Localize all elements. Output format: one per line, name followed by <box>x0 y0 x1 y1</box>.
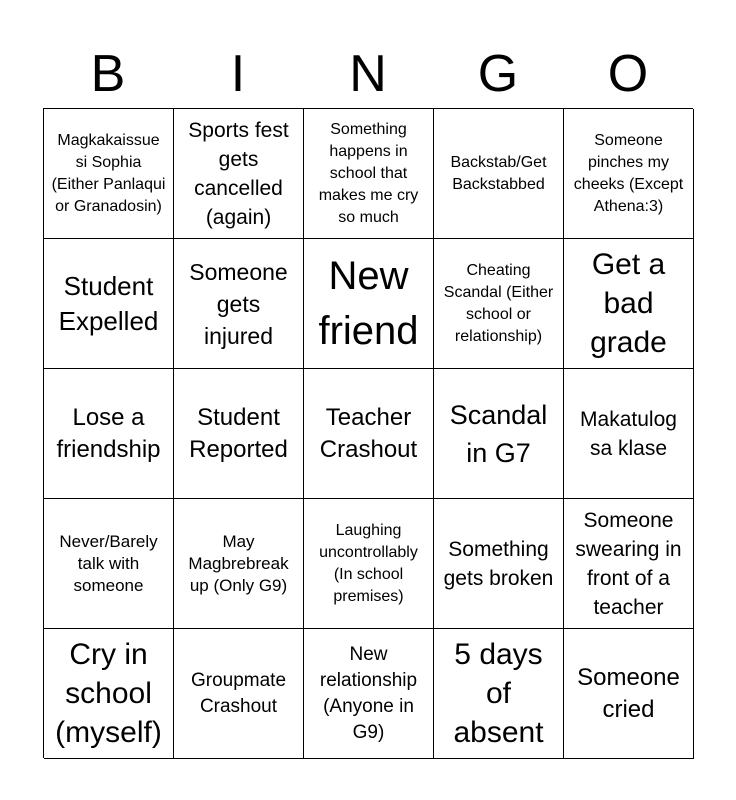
bingo-cell[interactable] <box>304 369 434 499</box>
bingo-cell[interactable] <box>304 239 434 369</box>
cell-text: Makatulog sa klase <box>580 407 677 460</box>
cell-text: Groupmate Crashout <box>190 669 287 717</box>
cell-text: 5 days of absent <box>453 638 544 749</box>
header-letter-g: G <box>477 45 519 103</box>
header-letter-b: B <box>90 45 126 103</box>
bingo-cell[interactable] <box>434 109 564 239</box>
cell-text: Someone pinches my cheeks (Except Athena:3) <box>573 131 684 215</box>
bingo-cell[interactable] <box>44 239 174 369</box>
cell-text: May Magbrebreak up (Only G9) <box>188 531 289 595</box>
cell-text: Something happens in school that makes me cry so much <box>318 120 419 226</box>
cell-text: New relationship (Anyone in G9) <box>319 643 418 743</box>
bingo-cell[interactable] <box>434 499 564 629</box>
bingo-cell[interactable] <box>564 369 694 499</box>
cell-text: Laughing uncontrollably (In school premises) <box>319 521 418 605</box>
cell-text: Teacher Crashout <box>319 403 418 463</box>
bingo-cell[interactable] <box>564 239 694 369</box>
cell-text: Lose a friendship <box>56 403 161 463</box>
bingo-cell[interactable] <box>304 499 434 629</box>
bingo-cell[interactable] <box>44 109 174 239</box>
bingo-cell[interactable] <box>44 369 174 499</box>
bingo-cell[interactable] <box>44 629 174 759</box>
cell-text: Student Expelled <box>58 270 159 336</box>
bingo-cell[interactable] <box>44 499 174 629</box>
bingo-cell[interactable] <box>564 629 694 759</box>
bingo-cell[interactable] <box>304 109 434 239</box>
bingo-cell[interactable] <box>174 239 304 369</box>
cell-text: Cheating Scandal (Either school or relationship) <box>443 261 554 345</box>
header-letter-o: O <box>607 45 649 103</box>
bingo-cell[interactable] <box>564 499 694 629</box>
bingo-cell[interactable] <box>434 239 564 369</box>
cell-text: Sports fest gets cancelled (again) <box>188 118 289 229</box>
cell-text: Get a bad grade <box>590 248 667 359</box>
header-letter-n: N <box>349 45 387 103</box>
cell-text: Student Reported <box>189 403 288 463</box>
cell-text: Something gets broken <box>443 537 554 590</box>
cell-text: Someone gets injured <box>189 258 288 349</box>
bingo-cell[interactable] <box>174 499 304 629</box>
bingo-cell[interactable] <box>174 629 304 759</box>
bingo-cell[interactable] <box>304 629 434 759</box>
cell-text: Cry in school (myself) <box>55 638 162 749</box>
cell-text: Someone cried <box>577 663 680 723</box>
cell-text: Never/Barely talk with someone <box>59 531 158 595</box>
bingo-cell[interactable] <box>434 629 564 759</box>
bingo-cell[interactable] <box>564 109 694 239</box>
cell-text: Magkakaissue si Sophia (Either Panlaqui or Granadosin) <box>51 131 166 215</box>
bingo-board <box>43 108 693 758</box>
bingo-cell[interactable] <box>174 109 304 239</box>
cell-text: Scandal in G7 <box>449 399 548 468</box>
bingo-cell[interactable] <box>174 369 304 499</box>
header-letter-i: I <box>230 45 246 103</box>
bingo-header <box>43 40 693 108</box>
cell-text: Backstab/Get Backstabbed <box>450 153 547 193</box>
cell-text: New friend <box>318 253 419 353</box>
cell-text: Someone swearing in front of a teacher <box>575 508 682 619</box>
bingo-cell[interactable] <box>434 369 564 499</box>
